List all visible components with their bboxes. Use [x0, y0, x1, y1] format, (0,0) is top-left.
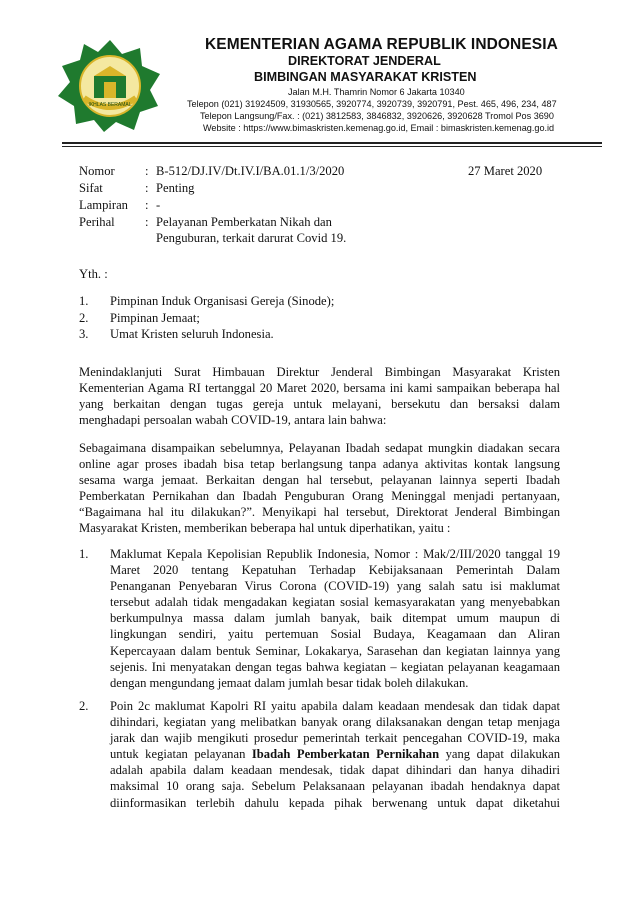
fax-line: Telepon Langsung/Fax. : (021) 3812583, 3846832, 3920626, 3920628 Tromol Pos 3690 [200, 111, 554, 121]
text-line: Sebagaimana disampaikan sebelumnya, Pelayanan Ibadah sedapat mungkin diadakan secara [79, 441, 560, 455]
sifat-value: Penting [156, 181, 195, 195]
division-name: BIMBINGAN MASYARAKAT KRISTEN [254, 70, 477, 84]
text-line: jarak dan wajib mengikuti prosedur pemerintah terkait pencegahan COVID-19, maka [110, 731, 560, 746]
phone-line: Telepon (021) 31924509, 31930565, 3920774, 3920739, 3920791, Pest. 465, 496, 234, 487 [187, 99, 557, 109]
nomor-label: Nomor [79, 164, 115, 178]
kemenag-logo [54, 36, 166, 134]
text-run: untuk kegiatan pelayanan [110, 747, 252, 762]
text-line: Pemberkatan Pernikahan dan Ibadah Penguburan Orang Meninggal menjadi pertanyaan, [79, 489, 560, 504]
website-line: Website : https://www.bimaskristen.kemenag.go.id, Email : bimaskristen.kemenag.go.id [203, 123, 555, 133]
lampiran-value: - [156, 198, 161, 212]
sifat-label: Sifat [79, 181, 103, 195]
recipient-num: 1. [79, 294, 89, 308]
recipient-item: Pimpinan Jemaat; [110, 311, 200, 325]
colon: : [145, 164, 149, 178]
directorate-name: DIREKTORAT JENDERAL [288, 54, 441, 68]
text-line: dengan mengundang jemaat dalam jumlah besar tidak boleh dilakukan. [110, 675, 469, 690]
point-2-text [110, 698, 560, 811]
lampiran-label: Lampiran [79, 198, 128, 212]
salutation: Yth. : [79, 267, 108, 281]
letterhead-rule [62, 142, 602, 144]
text-line: online agar proses ibadah bisa tetap berlangsung tanpa adanya aktivitas kontak langsung [79, 457, 560, 472]
text-line: Kepercayaan dalam bentuk Seminar, Lokakarya, Sarasehan dan kegiatan lainnya yang [110, 643, 560, 658]
text-line: sejenis. Ini menyatakan dengan tegas bahwa kegiatan – kegiatan pelayanan keagamaan [110, 659, 560, 674]
perihal-value-line2: Penguburan, terkait darurat Covid 19. [156, 231, 347, 245]
emphasis-ibadah-pemberkatan: Ibadah Pemberkatan Pernikahan [251, 747, 440, 762]
text-line: menghadapi persoalan wabah COVID-19, antara lain bahwa: [79, 413, 387, 428]
text-line: yang berkaitan dengan tugas gereja untuk melayani, bersekutu dan bersaksi dalam [79, 397, 560, 412]
recipient-num: 2. [79, 311, 89, 325]
point-1-text [110, 546, 560, 691]
colon: : [145, 198, 149, 212]
logo-motto: IKHLAS BERAMAL [88, 102, 132, 108]
nomor-value: B-512/DJ.IV/Dt.IV.I/BA.01.1/3/2020 [156, 164, 345, 178]
text-line: Penanganan Penyebaran Virus Corona (COVID-19) yang salah satu isi maklumat [110, 579, 560, 594]
text-line: Kementerian Agama RI tertanggal 20 Maret 2020, bersama ini kami sampaikan beberapa hal [79, 381, 560, 396]
text-line: berkumpulnya massa dalam jumlah banyak, baik ditempat umum maupun di [110, 611, 560, 626]
text-line-with-emphasis [110, 746, 560, 762]
point-number: 1. [79, 547, 89, 561]
point-number: 2. [79, 699, 89, 713]
text-line: lingkungan sendiri, yaitu pertemuan Sosial Budaya, Keagamaan dan Aliran [110, 627, 560, 642]
text-line: dihindari, kegiatan yang melibatkan banyak orang dilaksanakan dengan tetap menjaga [110, 715, 560, 730]
text-line: adalah apabila dalam keadaan mendesak, tidak dapat dihindari dan hanya dihadiri [110, 763, 560, 778]
letter-date: 27 Maret 2020 [468, 164, 543, 178]
perihal-label: Perihal [79, 215, 115, 229]
text-line: maksimal 10 orang saja. Sebelum Pelaksanaan pelayanan ibadah hendaknya dapat [110, 779, 560, 794]
letterhead-rule-thin [62, 146, 602, 147]
recipient-item: Umat Kristen seluruh Indonesia. [110, 327, 274, 341]
text-line: tersebut adalah tidak mengadakan kegiatan sosial kemasyarakatan yang menyebabkan [110, 595, 560, 610]
text-line: Maklumat Kepala Kepolisian Republik Indonesia, Nomor : Mak/2/III/2020 tanggal 19 [110, 547, 560, 561]
text-line: Masyarakat Kristen, memberikan beberapa hal untuk diperhatikan, yaitu : [79, 521, 451, 536]
text-line: Menindaklanjuti Surat Himbauan Direktur Jenderal Bimbingan Masyarakat Kristen [79, 365, 560, 379]
paragraph-context [79, 440, 560, 537]
paragraph-intro [79, 364, 560, 428]
institution-name: KEMENTERIAN AGAMA REPUBLIK INDONESIA [205, 36, 558, 53]
recipient-item: Pimpinan Induk Organisasi Gereja (Sinode); [110, 294, 335, 308]
text-line: “Bagaimana hal itu dilakukan?”. Menyikapi hal tersebut, Direktorat Jenderal Bimbingan [79, 505, 560, 520]
text-line: Maret 2020 tentang Kepatuhan Terhadap Kebijaksanaan Pemerintah Dalam [110, 563, 560, 578]
text-line: sesama warga jemaat. Berkaitan dengan hal tersebut, pelayanan lainnya seperti Ibadah [79, 473, 560, 488]
text-run: yang dapat dilakukan [439, 747, 560, 762]
text-line: diinformasikan terlebih dahulu kepada pihak berwenang untuk dapat diketahui [110, 795, 560, 810]
recipient-num: 3. [79, 327, 89, 341]
address: Jalan M.H. Thamrin Nomor 6 Jakarta 10340 [288, 87, 465, 97]
perihal-value-line1: Pelayanan Pemberkatan Nikah dan [156, 215, 332, 229]
colon: : [145, 181, 149, 195]
text-line: Poin 2c maklumat Kapolri RI yaitu apabila dalam keadaan mendesak dan tidak dapat [110, 699, 560, 713]
colon: : [145, 215, 149, 229]
